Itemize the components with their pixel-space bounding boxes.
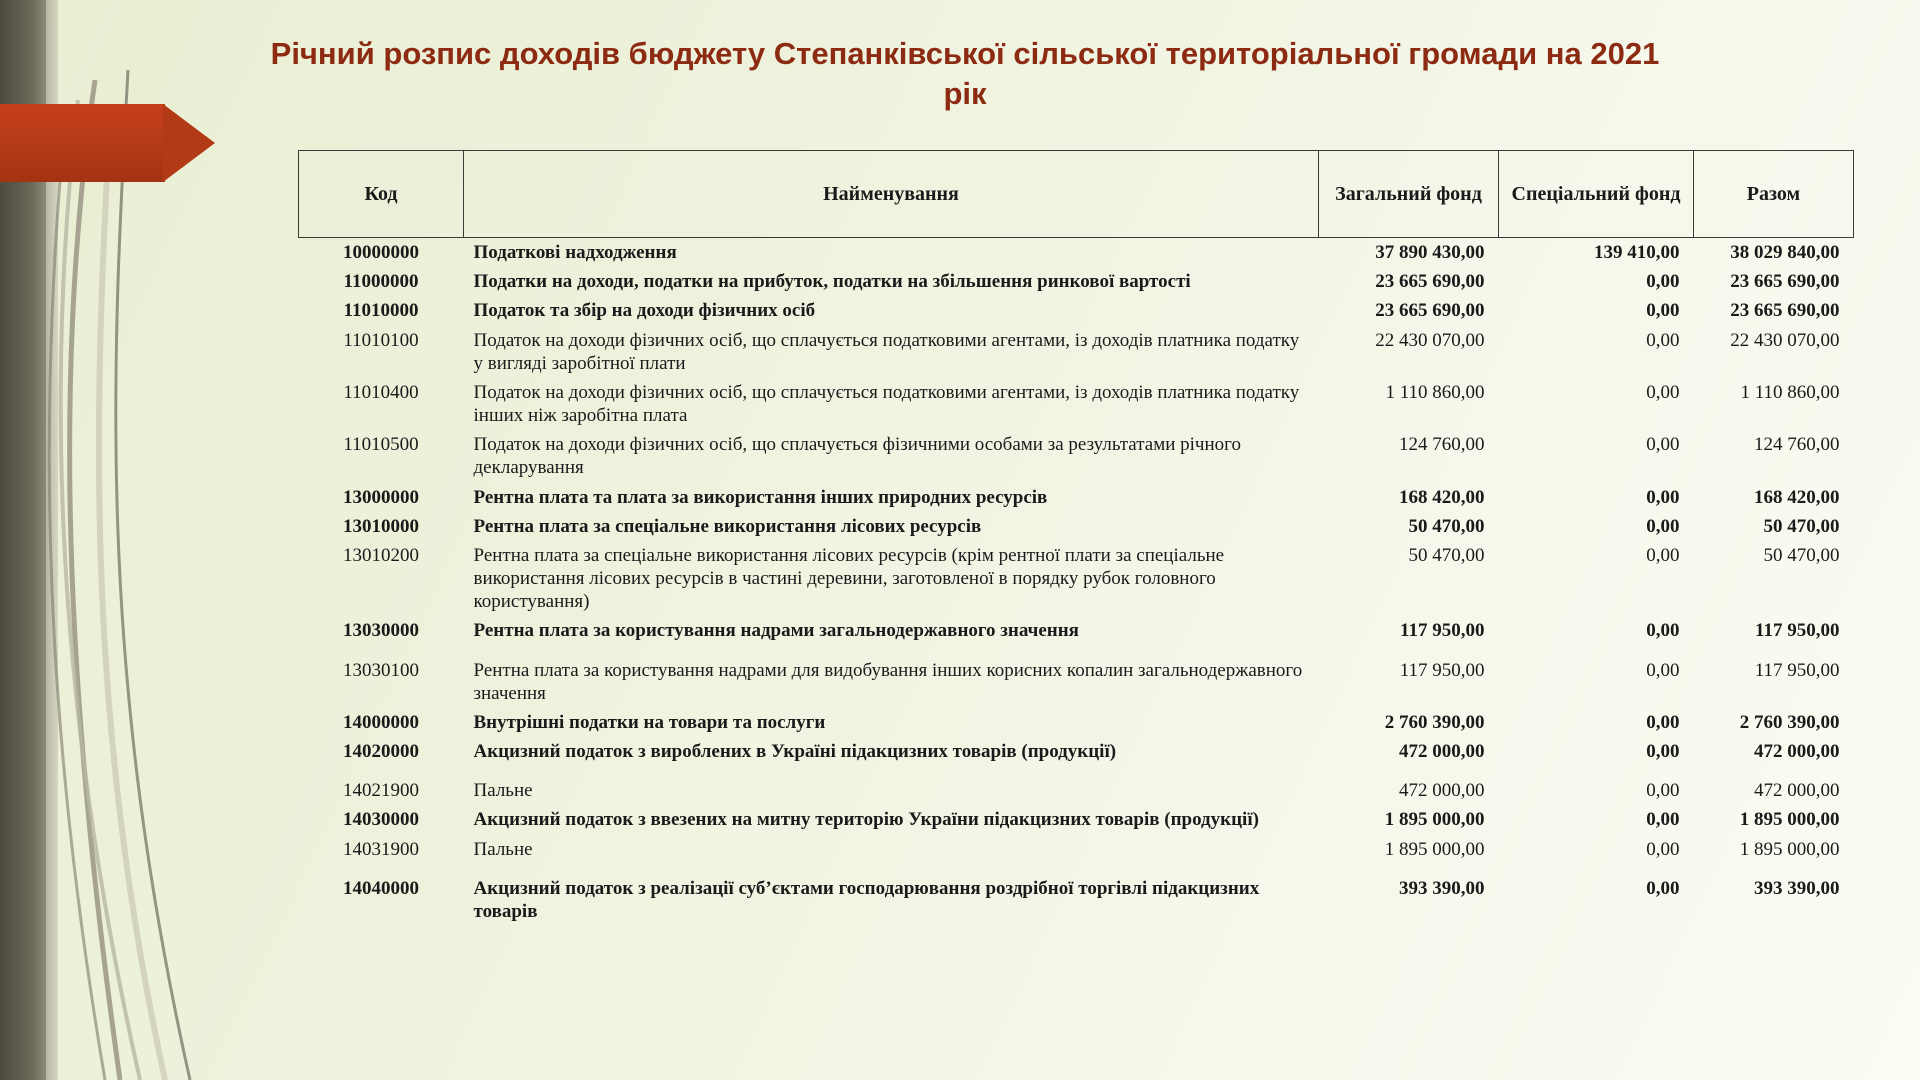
table-row [299, 646, 1854, 708]
table-row [299, 737, 1854, 766]
column-header-special-fund: Спеціальний фонд [1499, 151, 1694, 238]
cell-name: Рентна плата та плата за використання інших природних ресурсів [473, 486, 1048, 508]
column-header-total: Разом [1694, 151, 1854, 238]
cell-special-fund: 0,00 [1646, 434, 1680, 456]
cell-name: Податок на доходи фізичних осіб, що сплачується податковими агентами, із доходів платника податку інших ніж заробітна плата [473, 381, 1300, 427]
cell-name: Пальне [473, 838, 533, 860]
table-row [299, 766, 1854, 805]
table-row [299, 616, 1854, 645]
cell-general-fund: 37 890 430,00 [1375, 242, 1485, 263]
cell-code: 14021900 [343, 780, 419, 802]
red-arrow-head [163, 104, 215, 182]
table-row [299, 541, 1854, 617]
cell-code: 11010500 [343, 434, 419, 456]
table-header-row [299, 151, 1854, 238]
cell-total: 50 470,00 [1763, 544, 1840, 566]
cell-special-fund: 0,00 [1646, 620, 1680, 642]
budget-table-container [298, 150, 1853, 926]
cell-code: 14040000 [343, 877, 419, 899]
cell-total: 1 895 000,00 [1739, 838, 1840, 860]
cell-code: 11010100 [343, 329, 419, 351]
cell-code: 13030100 [343, 659, 419, 681]
cell-code: 13010000 [343, 515, 419, 537]
cell-name: Внутрішні податки на товари та послуги [473, 711, 826, 733]
cell-special-fund: 139 410,00 [1594, 242, 1680, 263]
table-row [299, 835, 1854, 864]
table-row [299, 805, 1854, 834]
cell-name: Податок та збір на доходи фізичних осіб [473, 300, 816, 322]
cell-special-fund: 0,00 [1646, 877, 1680, 899]
cell-general-fund: 2 760 390,00 [1384, 711, 1485, 733]
table-row [299, 378, 1854, 430]
cell-general-fund: 117 950,00 [1400, 620, 1485, 642]
cell-code: 14031900 [343, 838, 419, 860]
cell-special-fund: 0,00 [1646, 271, 1680, 293]
cell-code: 14020000 [343, 741, 419, 763]
cell-name: Податки на доходи, податки на прибуток, податки на збільшення ринкової вартості [473, 271, 1191, 293]
cell-general-fund: 22 430 070,00 [1375, 329, 1485, 351]
table-row [299, 326, 1854, 378]
cell-total: 393 390,00 [1754, 877, 1840, 899]
table-row [299, 512, 1854, 541]
column-header-name: Найменування [464, 151, 1319, 238]
cell-general-fund: 50 470,00 [1408, 515, 1485, 537]
cell-name: Акцизний податок з ввезених на митну територію України підакцизних товарів (продукції) [473, 809, 1259, 831]
cell-name: Рентна плата за користування надрами для видобування інших корисних копалин загальнодержавного значення [473, 659, 1303, 704]
cell-total: 124 760,00 [1754, 434, 1840, 456]
cell-total: 38 029 840,00 [1730, 242, 1840, 263]
cell-name: Акцизний податок з вироблених в Україні підакцизних товарів (продукції) [473, 741, 1117, 763]
table-row [299, 864, 1854, 926]
cell-general-fund: 23 665 690,00 [1375, 271, 1485, 293]
table-row [299, 267, 1854, 296]
table-body [299, 238, 1854, 927]
cell-name: Податок на доходи фізичних осіб, що сплачується фізичними особами за результатами річного декларування [473, 434, 1241, 479]
cell-total: 22 430 070,00 [1730, 329, 1840, 351]
cell-name: Податкові надходження [473, 242, 677, 263]
cell-total: 117 950,00 [1755, 620, 1840, 642]
cell-total: 472 000,00 [1754, 780, 1840, 802]
cell-name: Рентна плата за спеціальне використання лісових ресурсів (крім рентної плати за спеціальне використання лісових ресурсів в частині деревини, заготовленої в порядку рубок головного користування) [473, 544, 1225, 613]
cell-code: 11010000 [343, 300, 419, 322]
cell-total: 168 420,00 [1754, 486, 1840, 508]
cell-general-fund: 50 470,00 [1408, 544, 1485, 566]
cell-total: 117 950,00 [1754, 659, 1840, 681]
cell-special-fund: 0,00 [1646, 711, 1680, 733]
cell-code: 13030000 [343, 620, 419, 642]
cell-total: 23 665 690,00 [1730, 300, 1840, 322]
cell-total: 23 665 690,00 [1730, 271, 1840, 293]
table-row [299, 430, 1854, 482]
cell-special-fund: 0,00 [1646, 741, 1680, 763]
table-row [299, 238, 1854, 268]
cell-special-fund: 0,00 [1646, 329, 1680, 351]
cell-special-fund: 0,00 [1646, 659, 1680, 681]
cell-name: Акцизний податок з реалізації суб’єктами господарювання роздрібної торгівлі підакцизних товарів [473, 877, 1260, 922]
cell-special-fund: 0,00 [1646, 300, 1680, 322]
cell-total: 1 895 000,00 [1739, 809, 1840, 831]
cell-code: 14030000 [343, 809, 419, 831]
cell-special-fund: 0,00 [1646, 838, 1680, 860]
cell-code: 11010400 [343, 381, 419, 403]
cell-name: Податок на доходи фізичних осіб, що сплачується податковими агентами, із доходів платника податку у вигляді заробітної плати [473, 329, 1300, 374]
table-row [299, 296, 1854, 325]
cell-general-fund: 1 895 000,00 [1384, 838, 1485, 860]
cell-general-fund: 472 000,00 [1399, 741, 1485, 763]
table-row [299, 708, 1854, 737]
cell-special-fund: 0,00 [1646, 809, 1680, 831]
cell-general-fund: 1 895 000,00 [1384, 809, 1485, 831]
cell-code: 14000000 [343, 711, 419, 733]
cell-name: Рентна плата за користування надрами загальнодержавного значення [473, 620, 1079, 642]
cell-special-fund: 0,00 [1646, 780, 1680, 802]
cell-name: Рентна плата за спеціальне використання лісових ресурсів [473, 515, 982, 537]
column-header-general-fund: Загальний фонд [1319, 151, 1499, 238]
cell-general-fund: 472 000,00 [1399, 780, 1485, 802]
budget-table [298, 150, 1854, 926]
red-arrow-body [0, 104, 165, 182]
column-header-code: Код [299, 151, 464, 238]
cell-total: 2 760 390,00 [1739, 711, 1840, 733]
cell-name: Пальне [473, 780, 533, 802]
cell-general-fund: 23 665 690,00 [1375, 300, 1485, 322]
cell-special-fund: 0,00 [1646, 486, 1680, 508]
cell-total: 472 000,00 [1754, 741, 1840, 763]
cell-special-fund: 0,00 [1646, 381, 1680, 403]
cell-general-fund: 393 390,00 [1399, 877, 1485, 899]
cell-general-fund: 1 110 860,00 [1385, 381, 1485, 403]
cell-special-fund: 0,00 [1646, 544, 1680, 566]
cell-code: 11000000 [343, 271, 419, 293]
cell-total: 1 110 860,00 [1740, 381, 1840, 403]
cell-general-fund: 124 760,00 [1399, 434, 1485, 456]
red-arrow-banner [0, 104, 215, 182]
cell-code: 10000000 [343, 242, 419, 263]
page-title: Річний розпис доходів бюджету Степанківської сільської територіальної громади на 2021 рік [270, 36, 1660, 111]
cell-special-fund: 0,00 [1646, 515, 1680, 537]
cell-general-fund: 117 950,00 [1399, 659, 1485, 681]
cell-general-fund: 168 420,00 [1399, 486, 1485, 508]
cell-code: 13000000 [343, 486, 419, 508]
table-row [299, 483, 1854, 512]
cell-total: 50 470,00 [1763, 515, 1840, 537]
cell-code: 13010200 [343, 544, 419, 566]
